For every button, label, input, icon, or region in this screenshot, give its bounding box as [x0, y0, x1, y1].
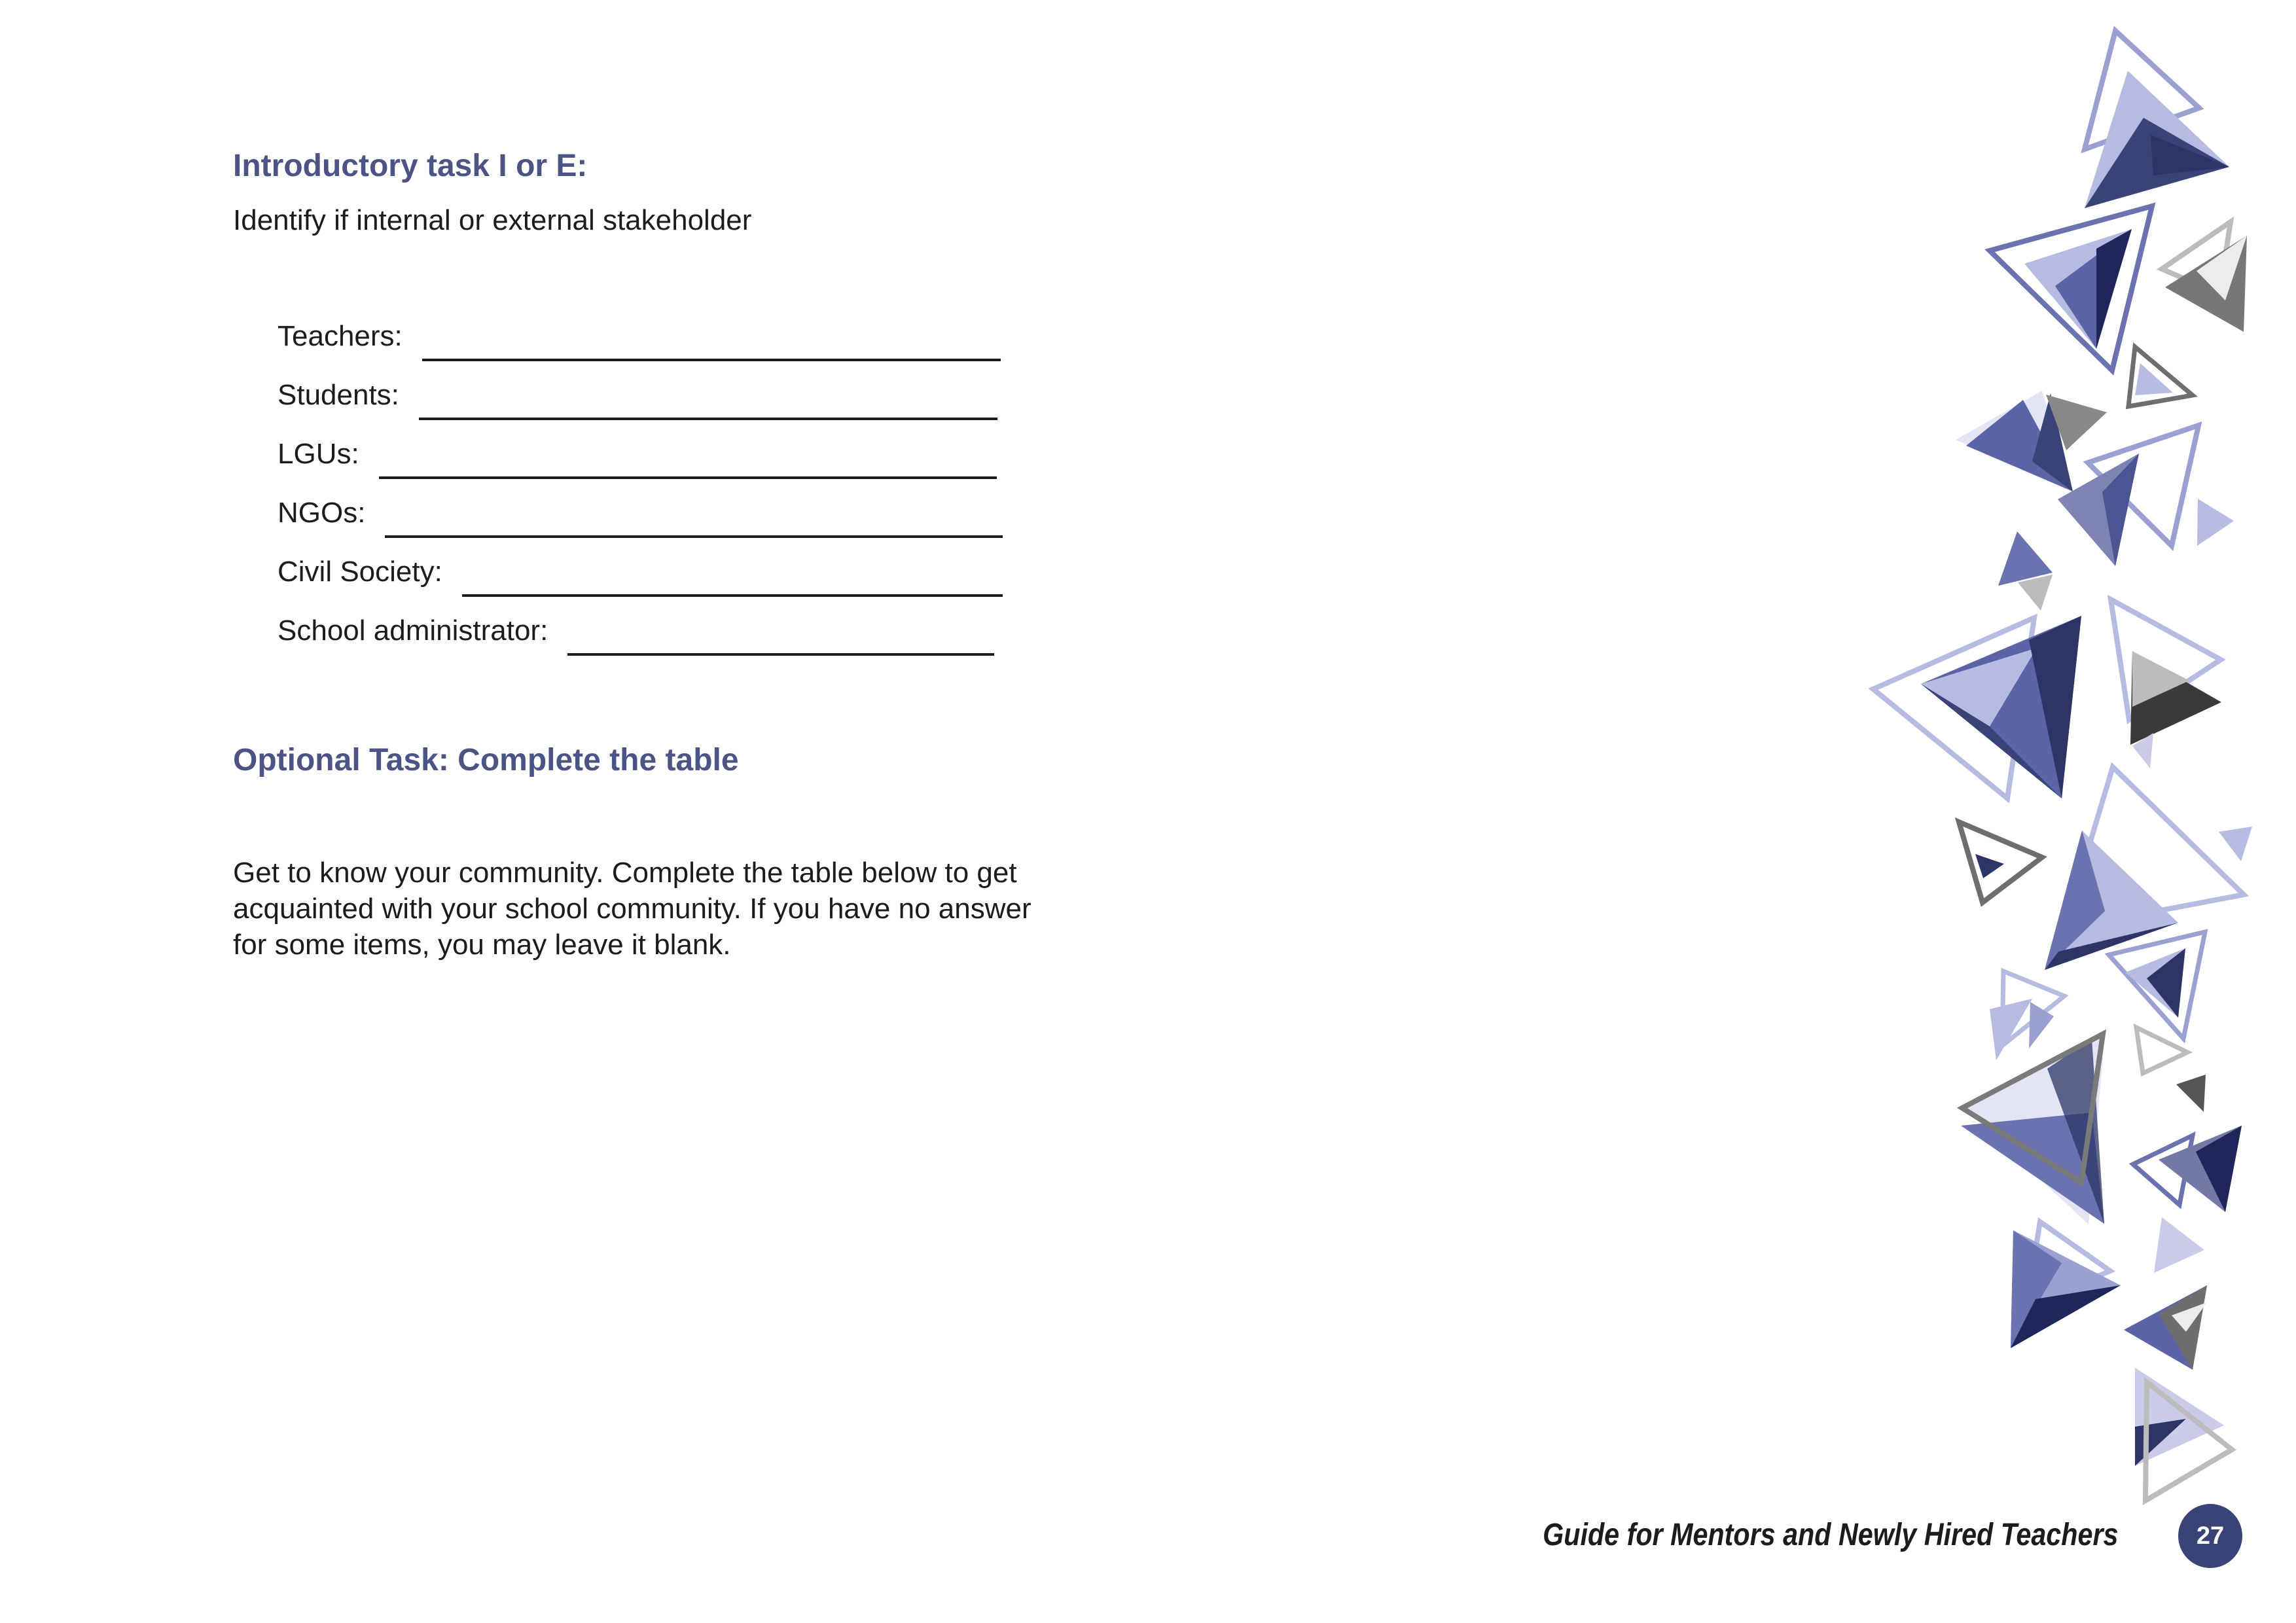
stakeholder-label: School administrator: — [278, 615, 548, 647]
intro-instruction: Identify if internal or external stakeholder — [233, 204, 752, 236]
triangle-cluster-middle — [1873, 599, 2252, 1039]
triangle-cluster-upper — [1956, 391, 2234, 611]
intro-task-heading: Introductory task I or E: — [233, 149, 588, 183]
answer-blank-teachers[interactable] — [422, 359, 1001, 361]
stakeholder-row-civil-society — [278, 550, 1003, 589]
answer-blank-lgus[interactable] — [379, 476, 997, 479]
answer-blank-school-administrator[interactable] — [567, 653, 994, 656]
stakeholder-row-teachers — [278, 314, 1001, 353]
triangle-pattern-icon — [1846, 0, 2296, 1623]
stakeholder-label: Civil Society: — [278, 556, 442, 588]
footer-guide-title: Guide for Mentors and Newly Hired Teachers — [1542, 1518, 2118, 1552]
stakeholder-label: LGUs: — [278, 438, 359, 470]
triangle-cluster-top — [1990, 31, 2247, 406]
stakeholder-label: Students: — [278, 379, 399, 411]
stakeholder-label: Teachers: — [278, 320, 403, 352]
stakeholder-row-school-administrator — [278, 609, 994, 648]
answer-blank-ngos[interactable] — [385, 535, 1003, 538]
answer-blank-students[interactable] — [419, 418, 997, 420]
stakeholder-label: NGOs: — [278, 497, 366, 529]
optional-task-instructions: Get to know your community. Complete the table below to get acquainted with your school community. If you have no answer for some items, you may leave it blank. — [233, 857, 1031, 961]
stakeholder-row-ngos — [278, 491, 1003, 530]
answer-blank-civil-society[interactable] — [462, 594, 1003, 597]
page-number-badge: 27 — [2178, 1504, 2242, 1568]
triangle-cluster-lower — [1961, 971, 2242, 1501]
stakeholder-row-students — [278, 373, 997, 412]
optional-task-heading: Optional Task: Complete the table — [233, 743, 739, 777]
stakeholder-row-lgus — [278, 432, 997, 471]
